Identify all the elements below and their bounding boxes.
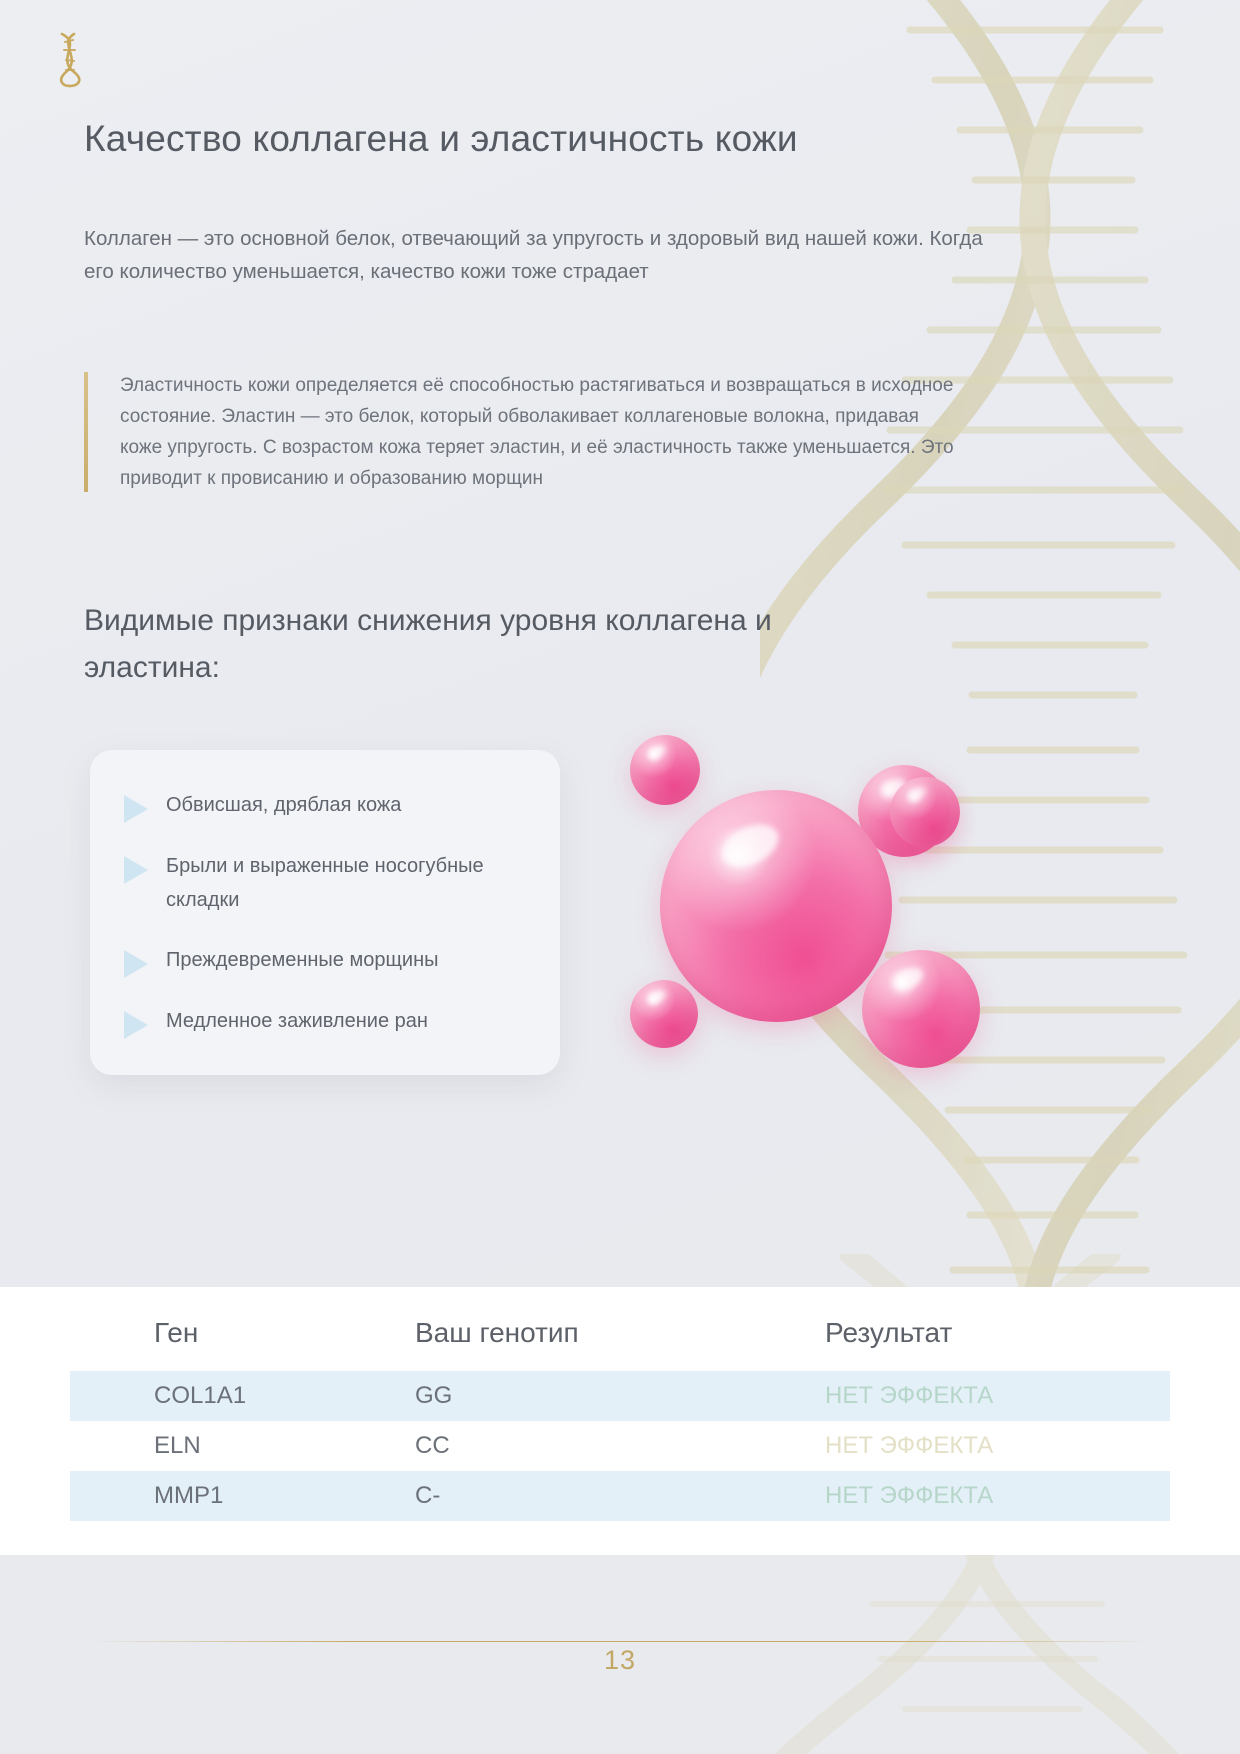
bubble-large-center	[660, 790, 892, 1022]
lead-paragraph: Коллаген — это основной белок, отвечающий за упругость и здоровый вид нашей кожи. Когда его количество уменьшается, качество кожи тоже страдает	[84, 227, 983, 283]
bubble-small-top-right	[890, 777, 960, 847]
cell-gene: ELN	[70, 1421, 415, 1471]
page-title: Качество коллагена и эластичность кожи	[84, 118, 798, 159]
list-item	[124, 1004, 526, 1039]
list-item	[124, 849, 526, 917]
list-item	[124, 788, 526, 823]
callout-quote: Эластичность кожи определяется её способностью растягиваться и возвращаться в исходное состояние. Эластин — это белок, который обволакивает коллагеновые волокна, придавая коже упругость. С возрастом кожа теряет эластин, и её эластичность также уменьшается. Это приводит к провисанию и образованию морщин	[84, 370, 964, 494]
sign-label: Обвисшая, дряблая кожа	[166, 794, 402, 816]
sign-label: Брыли и выраженные носогубные складки	[166, 855, 484, 911]
table-header-row	[70, 1309, 1170, 1371]
bubble-medium-bottom-right	[862, 950, 980, 1068]
brand-logo-icon	[44, 28, 96, 90]
triangle-bullet-icon	[124, 856, 148, 884]
cell-genotype: GG	[415, 1371, 825, 1421]
triangle-bullet-icon	[124, 795, 148, 823]
cell-genotype: C-	[415, 1471, 825, 1521]
table-row	[70, 1471, 1170, 1521]
cell-result: НЕТ ЭФФЕКТА	[825, 1421, 1170, 1471]
cell-result: НЕТ ЭФФЕКТА	[825, 1371, 1170, 1421]
column-header-genotype: Ваш генотип	[415, 1317, 579, 1348]
triangle-bullet-icon	[124, 1011, 148, 1039]
cell-gene: COL1A1	[70, 1371, 415, 1421]
bubble-small-top-left	[630, 735, 700, 805]
cell-gene: MMP1	[70, 1471, 415, 1521]
column-header-result: Результат	[825, 1317, 953, 1348]
sign-label: Преждевременные морщины	[166, 949, 439, 971]
signs-card	[90, 750, 560, 1075]
bubble-small-bottom-left	[630, 980, 698, 1048]
triangle-bullet-icon	[124, 950, 148, 978]
cell-genotype: CC	[415, 1421, 825, 1471]
results-table-section	[0, 1287, 1240, 1555]
bubble-medium-top-right	[858, 765, 950, 857]
list-item	[124, 943, 526, 978]
table-row	[70, 1421, 1170, 1471]
sign-label: Медленное заживление ран	[166, 1010, 428, 1032]
column-header-gene: Ген	[154, 1317, 199, 1348]
section-title-visible-signs: Видимые признаки снижения уровня коллагена и эластина:	[84, 604, 772, 684]
cell-result: НЕТ ЭФФЕКТА	[825, 1471, 1170, 1521]
results-table	[70, 1309, 1170, 1521]
dna-helix-decoration	[760, 0, 1240, 1470]
footer-divider	[84, 1641, 1156, 1642]
pink-bubbles-illustration	[630, 735, 1060, 1135]
table-row	[70, 1371, 1170, 1421]
page-number: 13	[603, 1645, 637, 1675]
